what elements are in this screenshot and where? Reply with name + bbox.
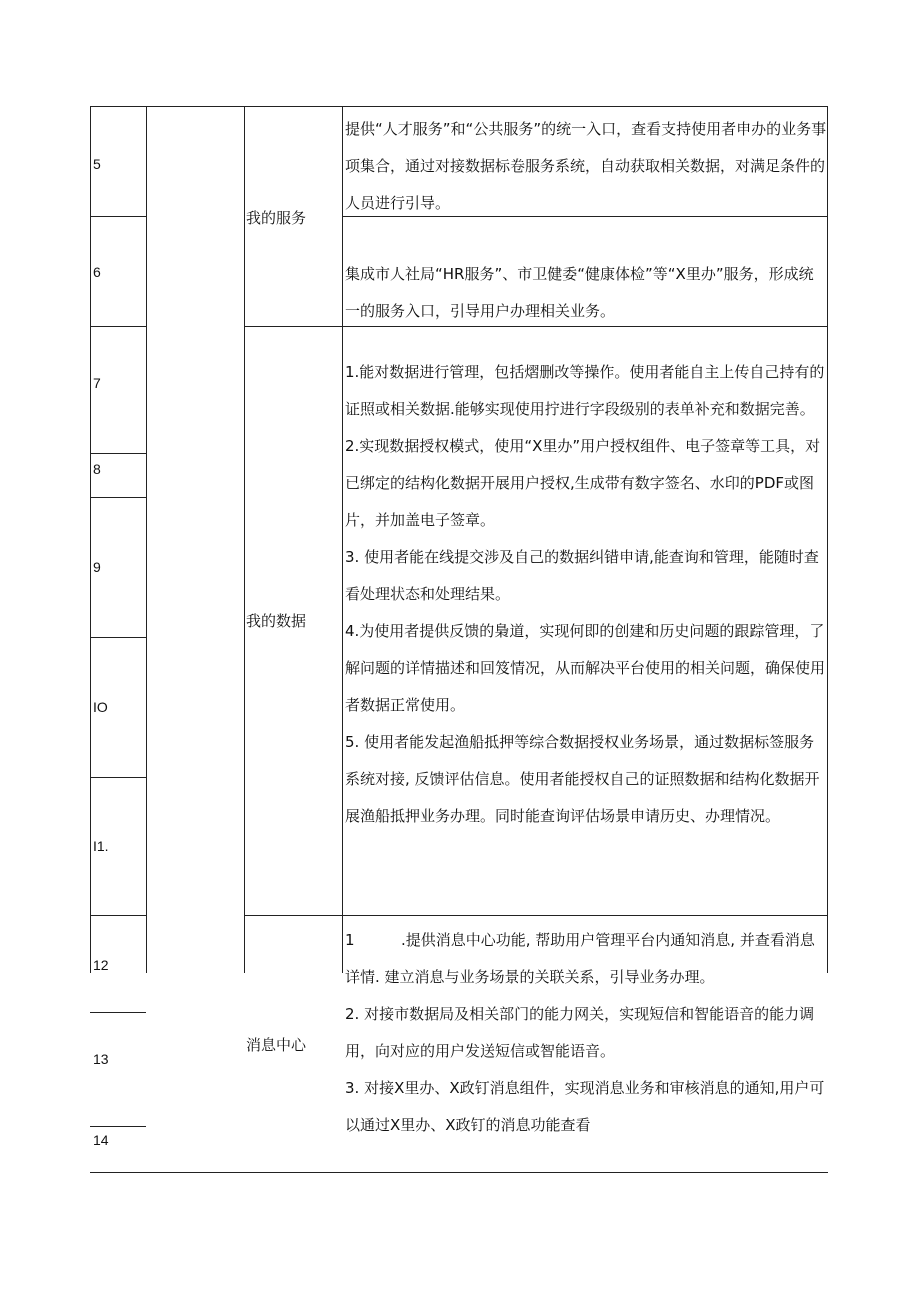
message-item-2: 2. 对接市数据局及相关部门的能力网关，实现短信和智能语音的能力调用，向对应的用户发送短信或智能语音。 bbox=[345, 1005, 815, 1060]
table-row-divider bbox=[90, 216, 146, 217]
service-description-b bbox=[345, 256, 827, 330]
table-row-divider bbox=[90, 637, 146, 638]
table-row-divider bbox=[90, 1126, 146, 1127]
row-number: IO bbox=[93, 699, 108, 715]
description-paragraph: 集成市人社局“HR服务”、市卫健委“健康体检”等“X里办”服务，形成统一的服务入口，引导用户办理相关业务。 bbox=[345, 265, 814, 320]
table-border-bottom bbox=[90, 1172, 828, 1173]
row-number: 9 bbox=[93, 559, 101, 575]
category-message-center: 消息中心 bbox=[246, 1036, 307, 1054]
row-number: 7 bbox=[93, 375, 101, 391]
table-row-divider bbox=[90, 326, 146, 327]
table-divider-module bbox=[244, 106, 245, 973]
category-my-data: 我的数据 bbox=[246, 612, 307, 630]
table-row-divider bbox=[90, 1012, 146, 1013]
row-number: I1. bbox=[93, 838, 109, 854]
data-item-1: 1.能对数据进行管理，包括熠删改等操作。使用者能自主上传自己持有的证照或相关数据.能够实现使用拧进行字段级别的表单补充和数据完善。 bbox=[345, 363, 825, 418]
message-item-1-text: .提供消息中心功能, 帮助用户管理平台内通知消息, 并查看消息详情. 建立消息与业务场景的关联关系，引导业务办理。 bbox=[345, 931, 815, 986]
data-description bbox=[345, 354, 827, 835]
row-number: 12 bbox=[93, 957, 109, 973]
message-item-1-number: 1 bbox=[345, 931, 355, 949]
table-border-right bbox=[827, 106, 828, 973]
category-my-service: 我的服务 bbox=[246, 209, 307, 227]
table-row-divider bbox=[244, 915, 828, 916]
table-divider-num bbox=[146, 106, 147, 973]
table-border-top bbox=[90, 106, 828, 107]
row-number: 13 bbox=[93, 1051, 109, 1067]
message-item-3: 3. 对接X里办、X政钉消息组件，实现消息业务和审核消息的通知,用户可以通过X里办、X政钉的消息功能查看 bbox=[345, 1079, 825, 1134]
table-row-divider bbox=[90, 915, 146, 916]
service-description-a bbox=[345, 111, 827, 222]
row-number: 8 bbox=[93, 461, 101, 477]
data-item-5: 5. 使用者能发起渔船抵押等综合数据授权业务场景，通过数据标签服务系统对接, 反馈评估信息。使用者能授权自己的证照数据和结构化数据开展渔船抵押业务办理。同时能查询评估场景申请历史、办理情况。 bbox=[345, 733, 820, 825]
row-number: 14 bbox=[93, 1132, 109, 1148]
data-item-3: 3. 使用者能在线提交涉及自己的数据纠错申请,能查询和管理，能随时查看处理状态和处理结果。 bbox=[345, 548, 819, 603]
table-row-divider bbox=[90, 777, 146, 778]
table-row-divider bbox=[90, 453, 146, 454]
table-row-divider bbox=[90, 497, 146, 498]
message-description bbox=[345, 922, 827, 1144]
table-divider-category bbox=[342, 106, 343, 973]
table-border-left bbox=[90, 106, 91, 973]
data-item-2: 2.实现数据授权模式，使用“X里办”用户授权组件、电子签章等工具，对已绑定的结构化数据开展用户授权,生成带有数字签名、水印的PDF或图片，并加盖电子签章。 bbox=[345, 437, 821, 529]
message-item-1 bbox=[345, 922, 827, 996]
row-number: 5 bbox=[93, 156, 101, 172]
row-number: 6 bbox=[93, 264, 101, 280]
description-paragraph: 提供“人才服务”和“公共服务”的统一入口，查看支持使用者申办的业务事项集合，通过对接数据标卷服务系统，自动获取相关数据，对满足条件的人员进行引导。 bbox=[345, 120, 827, 212]
data-item-4: 4.为使用者提供反馈的梟道，实现何即的创建和历史问题的跟踪管理，了解问题的详情描述和回笈情况，从而解决平台使用的相关问题，确保使用者数据正常使用。 bbox=[345, 622, 826, 714]
